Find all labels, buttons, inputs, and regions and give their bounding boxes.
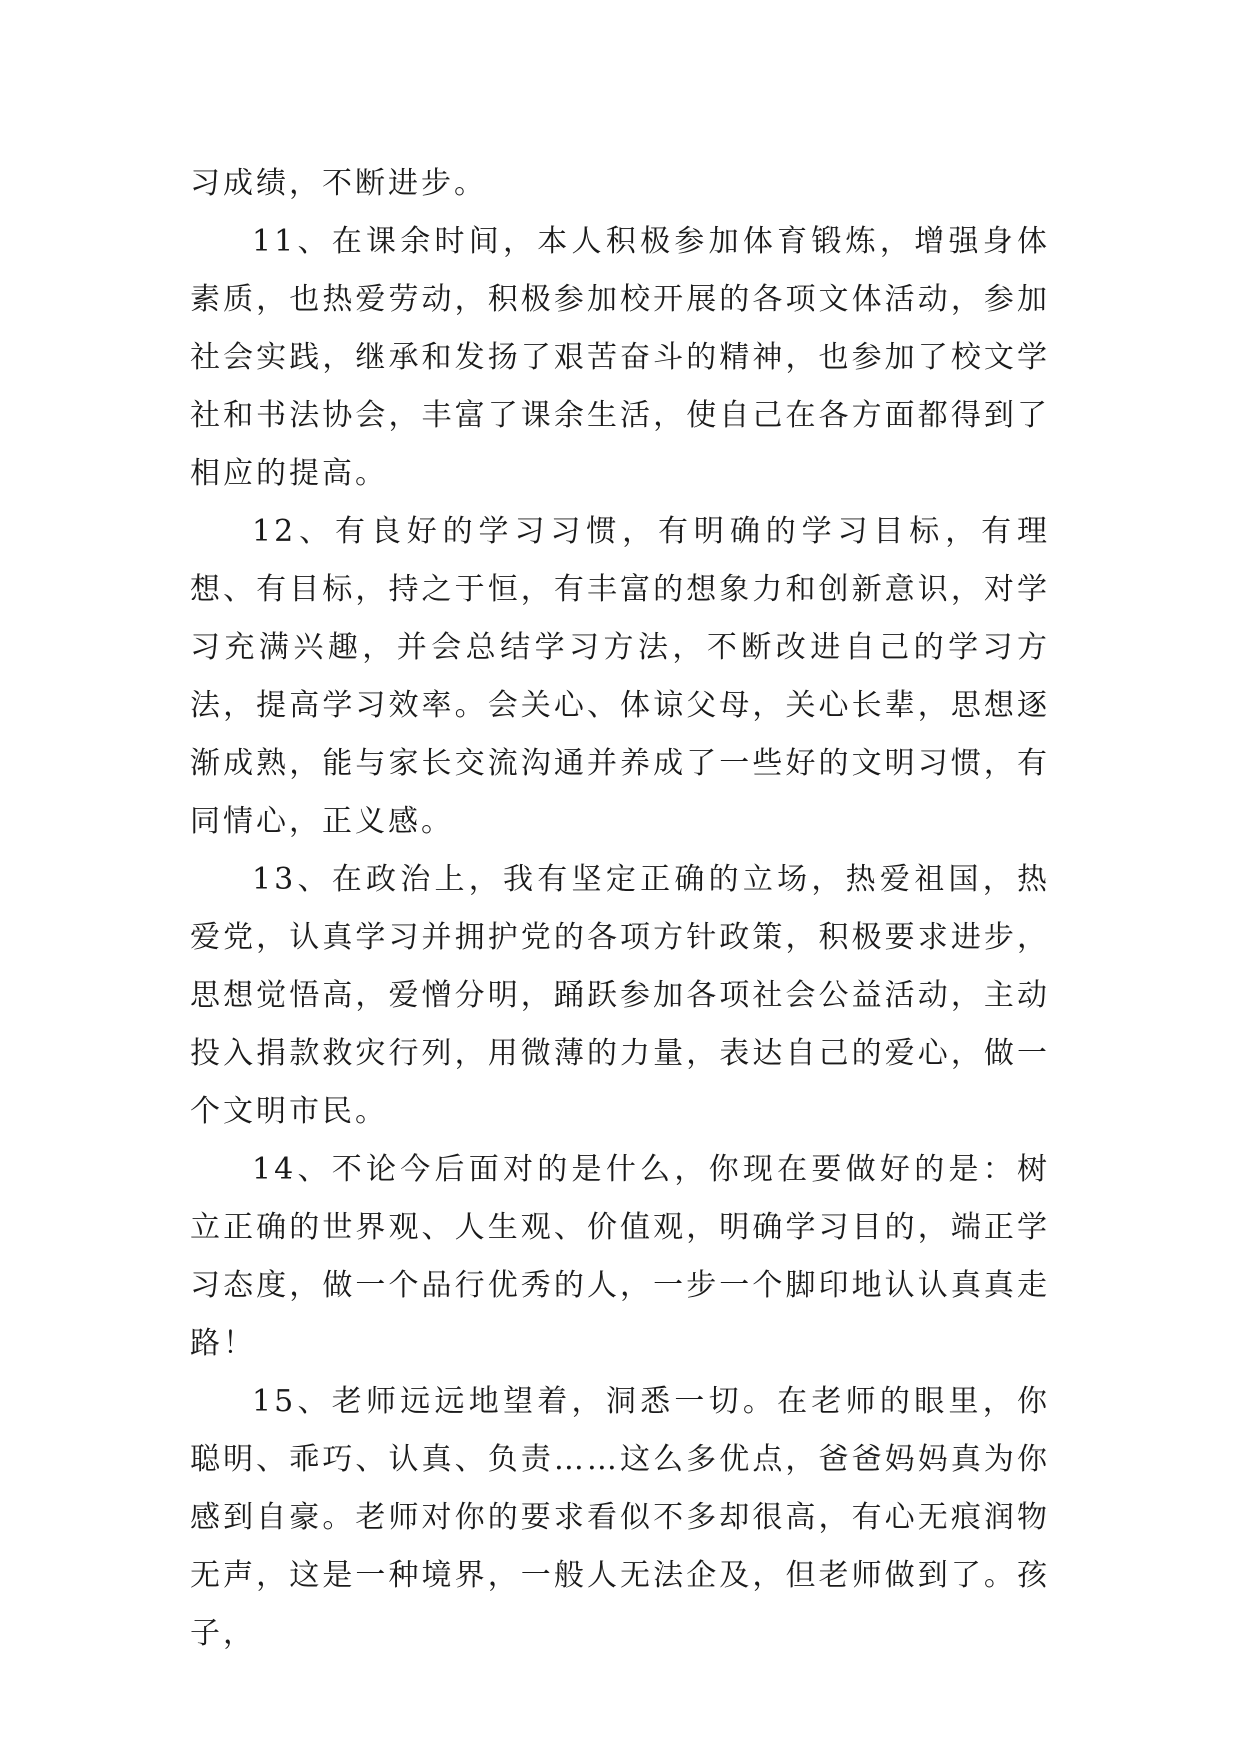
paragraph-12: 12、有良好的学习习惯，有明确的学习目标，有理想、有目标，持之于恒，有丰富的想象力和创新意识，对学习充满兴趣，并会总结学习方法，不断改进自己的学习方法，提高学习效率。会关心、体谅父母，关心长辈，思想逐渐成熟，能与家长交流沟通并养成了一些好的文明习惯，有同情心，正义感。 bbox=[190, 514, 1050, 839]
paragraph-14: 14、不论今后面对的是什么，你现在要做好的是：树立正确的世界观、人生观、价值观，明确学习目的，端正学习态度，做一个品行优秀的人，一步一个脚印地认认真真走路！ bbox=[190, 1152, 1050, 1361]
paragraph-13: 13、在政治上，我有坚定正确的立场，热爱祖国，热爱党，认真学习并拥护党的各项方针政策，积极要求进步，思想觉悟高，爱憎分明，踊跃参加各项社会公益活动，主动投入捐款救灾行列，用微薄的力量，表达自己的爱心，做一个文明市民。 bbox=[190, 862, 1050, 1129]
paragraph-11: 11、在课余时间，本人积极参加体育锻炼，增强身体素质，也热爱劳动，积极参加校开展的各项文体活动，参加社会实践，继承和发扬了艰苦奋斗的精神，也参加了校文学社和书法协会，丰富了课余生活，使自己在各方面都得到了相应的提高。 bbox=[190, 224, 1050, 491]
paragraph-15: 15、老师远远地望着，洞悉一切。在老师的眼里，你聪明、乖巧、认真、负责……这么多优点，爸爸妈妈真为你感到自豪。老师对你的要求看似不多却很高，有心无痕润物无声，这是一种境界，一般人无法企及，但老师做到了。孩子， bbox=[190, 1384, 1050, 1651]
paragraph-continuation: 习成绩，不断进步。 bbox=[190, 166, 487, 201]
document-body bbox=[190, 155, 1050, 1663]
